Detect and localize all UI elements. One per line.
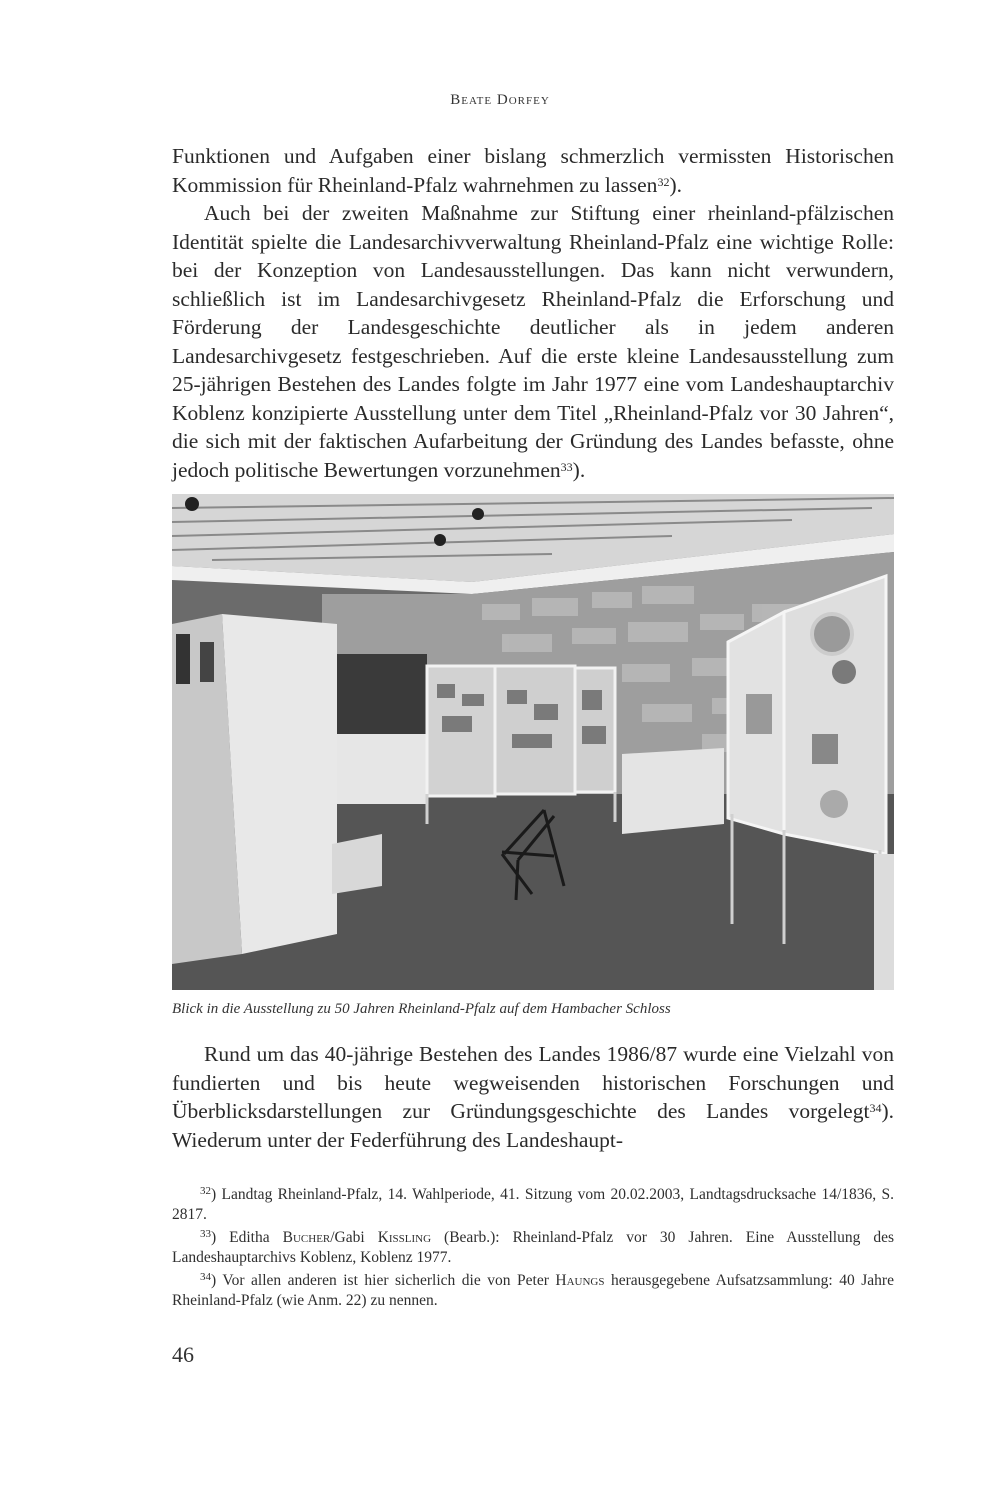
left-partition (222, 614, 337, 954)
paragraph-2-tail: ). (572, 457, 586, 482)
display-board (495, 666, 575, 794)
footnote-number: 33 (200, 1228, 211, 1240)
footnote-text-pre: ) Editha (211, 1229, 283, 1246)
footnotes (172, 1185, 894, 1314)
spotlight-icon (185, 497, 199, 511)
paragraph-3-text: Rund um das 40-jährige Bestehen des Landes 1986/87 wurde eine Vielzahl von fundierten und bis heute wegweisenden historischen Forschungen und Überblicksdarstellungen zur Gründungsgeschichte des Landes vorgelegt (172, 1042, 894, 1123)
footnote-34 (172, 1271, 894, 1311)
footnote-32 (172, 1185, 894, 1225)
footnote-number: 32 (200, 1185, 211, 1197)
author-name: Haungs (555, 1272, 605, 1289)
author-name: Kißling (377, 1229, 432, 1246)
paragraph-2-text: Auch bei der zweiten Maßnahme zur Stiftung einer rheinland-pfälzischen Identität spielte die Landesarchivverwaltung Rheinland-Pfalz eine wichtige Rolle: bei der Konzeption von Landesausstellungen. Das kann nicht verwundern, schließlich ist im Landesarchivgesetz Rheinland-Pfalz die Erforschung und Förderung der Landesgeschichte deutlicher als in jedem anderen Landesarchivgesetz festgeschrieben. Auf die erste kleine Landesausstellung zum 25-jährigen Bestehen des Landes folgte im Jahr 1977 eine vom Landeshauptarchiv Koblenz konzipierte Ausstellung unter dem Titel „Rheinland-Pfalz vor 30 Jahren“, die sich mit der faktischen Aufarbeitung der Gründung des Landes befasste, ohne jedoch politische Bewertungen vorzunehmen (172, 201, 894, 482)
author-name: Bucher (282, 1229, 331, 1246)
footnote-text-mid: /Gabi (330, 1229, 378, 1246)
footnote-number: 34 (200, 1271, 211, 1283)
spotlight-icon (472, 508, 484, 520)
footnote-ref-32[interactable]: 32 (657, 174, 670, 189)
footnote-33 (172, 1228, 894, 1268)
footnote-ref-33[interactable]: 33 (560, 459, 573, 474)
footnote-ref-34[interactable]: 34 (869, 1101, 882, 1115)
page-number: 46 (172, 1342, 194, 1367)
footnote-text: herausgegebene Aufsatzsammlung: 40 Jahre Rheinland-Pfalz (wie Anm. 22) zu nennen. (172, 1272, 894, 1309)
body-text-bottom (172, 1040, 894, 1154)
paragraph-1-tail: ). (669, 172, 682, 197)
paragraph-1-text: Funktionen und Aufgaben einer bislang schmerzlich vermissten Historischen Kommission für Rheinland-Pfalz wahrnehmen zu lassen (172, 144, 894, 197)
footnote-text: ) Landtag Rheinland-Pfalz, 14. Wahlperiode, 41. Sitzung vom 20.02.2003, Landtagsdrucksache 14/1836, S. 2817. (172, 1186, 894, 1223)
footnote-text-pre: ) Vor allen anderen ist hier sicherlich die von Peter (211, 1272, 556, 1289)
photo-panel-left (337, 654, 427, 734)
figure-caption: Blick in die Ausstellung zu 50 Jahren Rheinland-Pfalz auf dem Hambacher Schloss (172, 1001, 671, 1017)
paragraph-3 (172, 1040, 894, 1154)
body-text-top (172, 142, 894, 484)
display-desk (622, 748, 724, 834)
exhibition-photo (172, 494, 894, 990)
footnote-text: (Bearb.): Rheinland-Pfalz vor 30 Jahren. Eine Ausstellung des Landeshauptarchivs Koblenz, Koblenz 1977. (172, 1229, 895, 1266)
spotlight-icon (434, 534, 446, 546)
paragraph-1 (172, 142, 894, 199)
paragraph-2 (172, 199, 894, 484)
running-head-author: Beate Dorfey (450, 92, 550, 108)
paragraph-3-tail: ). Wiederum unter der Federführung des Landeshaupt- (172, 1099, 894, 1152)
exhibition-photo-drawing (172, 494, 894, 990)
running-head (0, 92, 1000, 109)
